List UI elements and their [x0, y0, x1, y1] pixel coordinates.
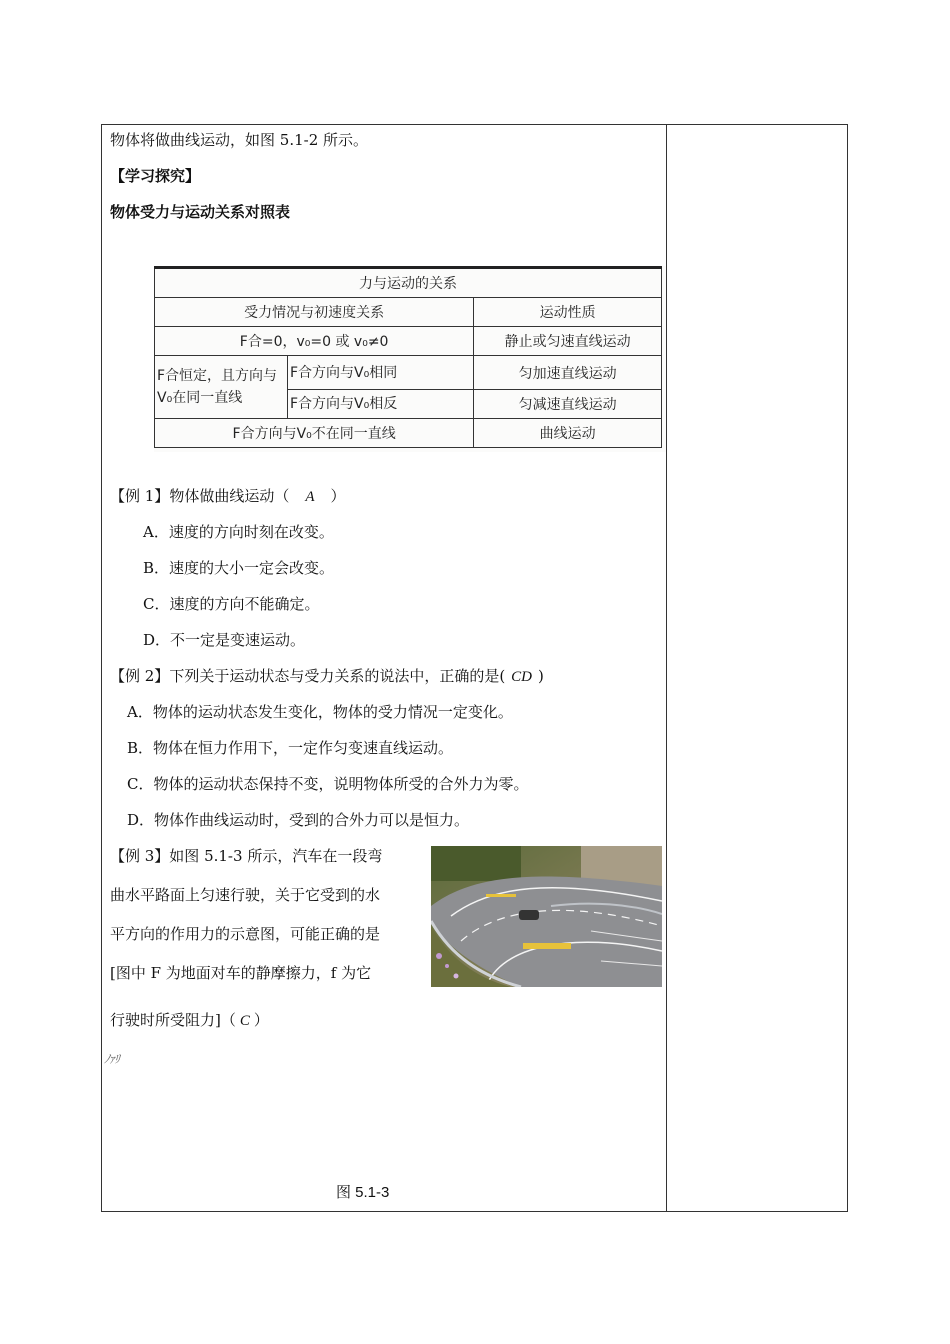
- force-motion-table: [154, 266, 662, 448]
- group-left: F合恒定，且方向与V₀在同一直线: [155, 356, 288, 419]
- example1-option-d: D．不一定是变速运动。: [143, 631, 306, 649]
- example2-close: ): [538, 667, 544, 685]
- figure-caption: 图 5.1-3: [336, 1184, 390, 1201]
- example3-line2: 曲水平路面上匀速行驶，关于它受到的水: [110, 886, 381, 904]
- example1-label: 【例 1】: [110, 487, 170, 505]
- row1-right: 静止或匀速直线运动: [474, 327, 662, 356]
- example3-line3: 平方向的作用力的示意图，可能正确的是: [110, 925, 381, 943]
- example1-close: ）: [330, 487, 346, 505]
- example3-line5: [110, 1009, 269, 1030]
- example2-text: 下列关于运动状态与受力关系的说法中，正确的是(: [169, 667, 506, 685]
- example2-answer: CD: [511, 669, 533, 685]
- row4-left: F合方向与V₀不在同一直线: [155, 419, 474, 448]
- example3-line1: 【例 3】如图 5.1-3 所示，汽车在一段弯: [110, 847, 383, 865]
- example1-option-b: B．速度的大小一定会改变。: [143, 559, 335, 577]
- intro-line: 物体将做曲线运动，如图 5.1-2 所示。: [110, 131, 369, 149]
- header-right: 运动性质: [474, 298, 662, 327]
- row4-right: 曲线运动: [474, 419, 662, 448]
- table-heading: 物体受力与运动关系对照表: [110, 203, 291, 221]
- column-divider: [666, 124, 667, 1212]
- scribble-mark: ﾉｧﾘ: [104, 1052, 120, 1066]
- row2-right: 匀加速直线运动: [474, 356, 662, 390]
- example2-option-a: A．物体的运动状态发生变化，物体的受力情况一定变化。: [127, 703, 513, 721]
- example1-answer: A: [305, 489, 315, 505]
- example1-option-a: A．速度的方向时刻在改变。: [143, 523, 334, 541]
- table-title: 力与运动的关系: [155, 268, 662, 298]
- example2-option-d: D．物体作曲线运动时，受到的合外力可以是恒力。: [127, 811, 470, 829]
- example2-question: [110, 665, 544, 686]
- row2-mid: F合方向与V₀相同: [288, 356, 474, 390]
- curved-road-photo: [431, 846, 662, 987]
- header-left: 受力情况与初速度关系: [155, 298, 474, 327]
- example2-option-b: B．物体在恒力作用下，一定作匀变速直线运动。: [127, 739, 454, 757]
- example1-option-c: C．速度的方向不能确定。: [143, 595, 320, 613]
- force-motion-table-image: [154, 266, 666, 452]
- example2-label: 【例 2】: [110, 667, 170, 685]
- example3-line5-pre: 行驶时所受阻力]（: [110, 1011, 236, 1029]
- section-heading: 【学习探究】: [110, 167, 201, 185]
- row1-left: F合=0，v₀=0 或 v₀≠0: [155, 327, 474, 356]
- example3-line4: [图中 F 为地面对车的静摩擦力，f 为它: [110, 964, 372, 982]
- example3-answer: C: [239, 1013, 250, 1029]
- example3-line5-post: ）: [253, 1011, 269, 1029]
- example1-text: 物体做曲线运动（: [169, 487, 290, 505]
- example1-question: [110, 485, 346, 506]
- example2-option-c: C．物体的运动状态保持不变，说明物体所受的合外力为零。: [127, 775, 529, 793]
- row3-mid: F合方向与V₀相反: [288, 390, 474, 419]
- row3-right: 匀减速直线运动: [474, 390, 662, 419]
